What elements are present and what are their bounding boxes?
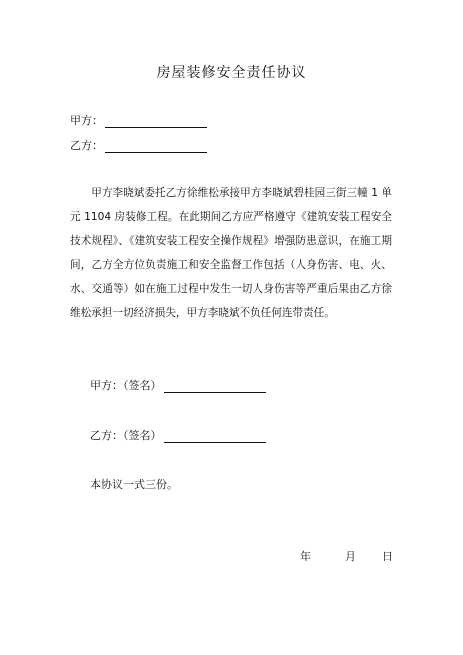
signature-a-line bbox=[90, 377, 266, 393]
date-year: 年 bbox=[300, 550, 311, 563]
signature-a-blank bbox=[164, 380, 266, 393]
signature-b-blank bbox=[164, 430, 266, 443]
party-a-line bbox=[70, 112, 207, 128]
party-b-blank bbox=[105, 140, 207, 153]
copies-note: 本协议一式三份。 bbox=[90, 478, 178, 491]
date-month: 月 bbox=[345, 550, 356, 563]
date-day: 日 bbox=[382, 550, 393, 563]
party-b-label: 乙方： bbox=[70, 139, 103, 152]
party-a-blank bbox=[105, 115, 207, 128]
party-a-label: 甲方： bbox=[70, 114, 103, 127]
document-title: 房屋装修安全责任协议 bbox=[156, 65, 307, 81]
signature-b-label: 乙方：（签名） bbox=[90, 429, 162, 442]
agreement-body: 甲方李晓斌委托乙方徐维松承接甲方李晓斌碧桂园三街三幢 1 单元 1104 房装修工程。在此期间乙方应严格遵守《建筑安装工程安全技术规程》、《建筑安装工程安全操作规程》增强防患意识，在施工期间，乙方全方位负责施工和安全监督工作包括（人身伤害、电、火、水、交通等）如在施工过程中发生一切人身伤害等严重后果由乙方徐维松承担一切经济损失，甲方李晓斌不负任何连带责任。 bbox=[70, 187, 392, 319]
party-b-line bbox=[70, 137, 207, 153]
signature-a-label: 甲方：（签名） bbox=[90, 379, 162, 392]
signature-b-line bbox=[90, 427, 266, 443]
